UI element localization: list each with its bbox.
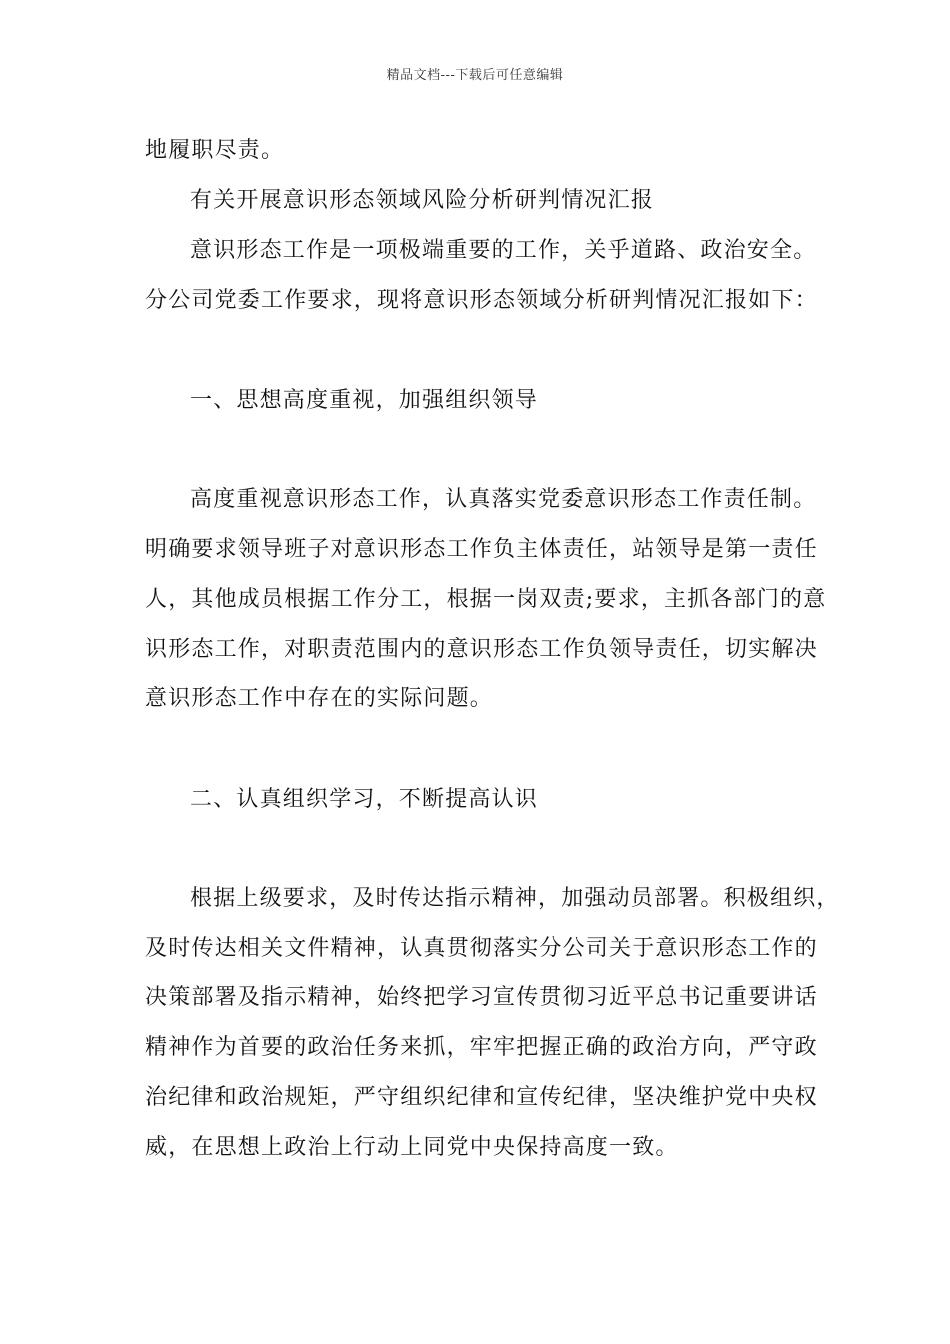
page-header: 精品文档---下载后可任意编辑: [386, 68, 564, 83]
body-line: 治纪律和政治规矩，严守组织纪律和宣传纪律，坚决维护党中央权: [145, 1085, 818, 1110]
body-line: 决策部署及指示精神，始终把学习宣传贯彻习近平总书记重要讲话: [145, 985, 818, 1010]
body-line: 根据上级要求，及时传达指示精神，加强动员部署。积极组织，: [190, 886, 840, 911]
body-line: 威，在思想上政治上行动上同党中央保持高度一致。: [145, 1135, 679, 1160]
section-heading-1: 一、思想高度重视，加强组织领导: [190, 388, 539, 413]
body-line: 分公司党委工作要求，现将意识形态领域分析研判情况汇报如下：: [145, 288, 818, 313]
body-line: 人，其他成员根据工作分工，根据一岗双责;要求，主抓各部门的意: [145, 587, 827, 612]
body-line: 精神作为首要的政治任务来抓，牢牢把握正确的政治方向，严守政: [145, 1035, 818, 1060]
body-line: 及时传达相关文件精神，认真贯彻落实分公司关于意识形态工作的: [145, 936, 818, 961]
body-line: 识形态工作，对职责范围内的意识形态工作负领导责任，切实解决: [145, 637, 818, 662]
body-line: 明确要求领导班子对意识形态工作负主体责任，站领导是第一责任: [145, 537, 818, 562]
body-line: 意识形态工作是一项极端重要的工作，关乎道路、政治安全。: [190, 238, 817, 263]
body-line: 高度重视意识形态工作，认真落实党委意识形态工作责任制。: [190, 487, 817, 512]
report-title: 有关开展意识形态领域风险分析研判情况汇报: [190, 188, 655, 213]
body-line: 意识形态工作中存在的实际问题。: [145, 686, 494, 711]
body-line: 地履职尽责。: [145, 138, 285, 163]
section-heading-2: 二、认真组织学习，不断提高认识: [190, 787, 539, 812]
